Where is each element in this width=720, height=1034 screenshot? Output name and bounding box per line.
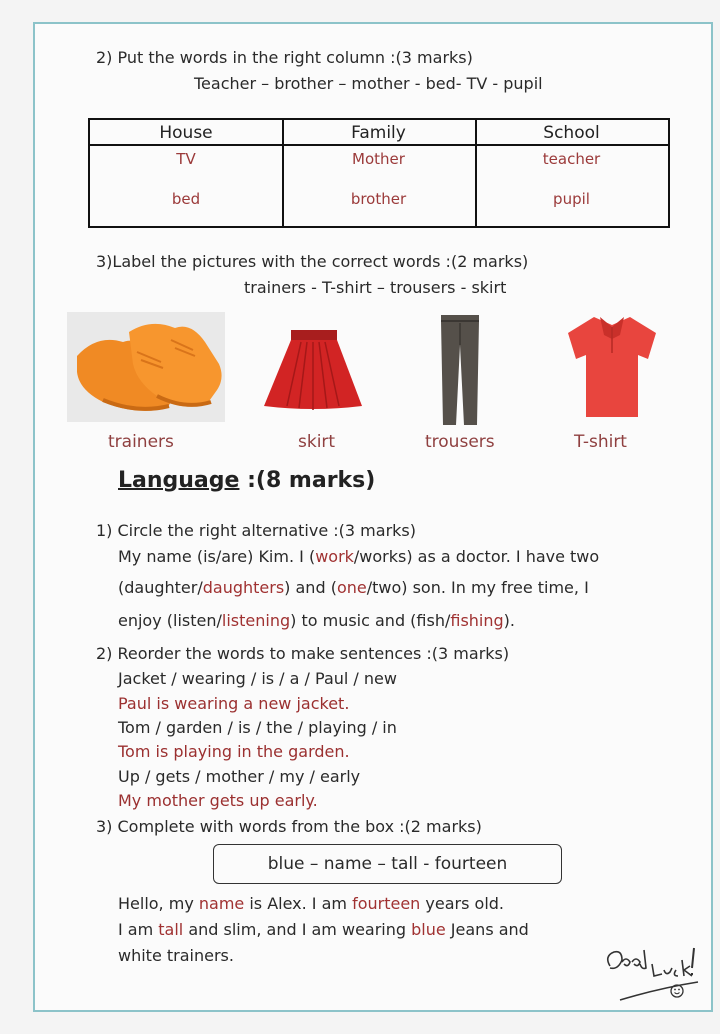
trousers-picture — [439, 315, 481, 427]
good-luck-signature — [600, 940, 704, 1006]
language-heading: Language :(8 marks) — [118, 468, 376, 493]
section3-words: trainers - T-shirt – trousers - skirt — [244, 278, 507, 297]
q3-heading: 3) Complete with words from the box :(2 marks) — [96, 817, 482, 836]
q3-line-3: white trainers. — [118, 946, 234, 965]
word-box-text: blue – name – tall - fourteen — [267, 854, 508, 874]
q1-line-3: enjoy (listen/listening) to music and (fish/fishing). — [118, 611, 515, 630]
q2-answer: Tom is playing in the garden. — [118, 742, 350, 761]
word-table — [88, 118, 670, 228]
q1-line-2: (daughter/daughters) and (one/two) son. In my free time, I — [118, 578, 589, 597]
q3-line-1: Hello, my name is Alex. I am fourteen years old. — [118, 894, 505, 913]
q2-answer: My mother gets up early. — [118, 791, 318, 810]
q2-answer: Paul is wearing a new jacket. — [118, 694, 350, 713]
trainers-picture — [67, 312, 225, 422]
section2-heading: 2) Put the words in the right column :(3 marks) — [96, 48, 473, 67]
smiley-icon — [671, 985, 683, 997]
table-header-house: House — [159, 123, 213, 143]
table-cell: TV — [176, 150, 196, 168]
table-cell: brother — [350, 190, 407, 208]
picture-label-skirt: skirt — [298, 432, 336, 452]
q2-prompt: Jacket / wearing / is / a / Paul / new — [118, 669, 397, 688]
picture-label-tshirt: T-shirt — [574, 432, 627, 452]
q2-prompt: Up / gets / mother / my / early — [118, 767, 361, 786]
q1-line-1: My name (is/are) Kim. I (work/works) as a doctor. I have two — [118, 547, 600, 566]
table-cell: teacher — [542, 150, 601, 168]
table-header-school: School — [543, 123, 600, 143]
table-header-family: Family — [351, 123, 406, 143]
q2-heading: 2) Reorder the words to make sentences :(3 marks) — [96, 644, 510, 663]
table-cell: Mother — [352, 150, 405, 168]
picture-label-trousers: trousers — [425, 432, 495, 452]
table-cell: pupil — [553, 190, 590, 208]
q1-heading: 1) Circle the right alternative :(3 marks) — [96, 521, 416, 540]
q2-prompt: Tom / garden / is / the / playing / in — [118, 718, 397, 737]
section3-heading: 3)Label the pictures with the correct words :(2 marks) — [96, 252, 529, 271]
skirt-picture — [263, 330, 363, 410]
table-cell: bed — [171, 190, 201, 208]
picture-label-trainers: trainers — [108, 432, 174, 452]
section2-words: Teacher – brother – mother - bed- TV - pupil — [194, 74, 543, 93]
q3-line-2: I am tall and slim, and I am wearing blue Jeans and — [118, 920, 529, 939]
word-box — [213, 844, 562, 884]
tshirt-picture — [566, 313, 658, 419]
